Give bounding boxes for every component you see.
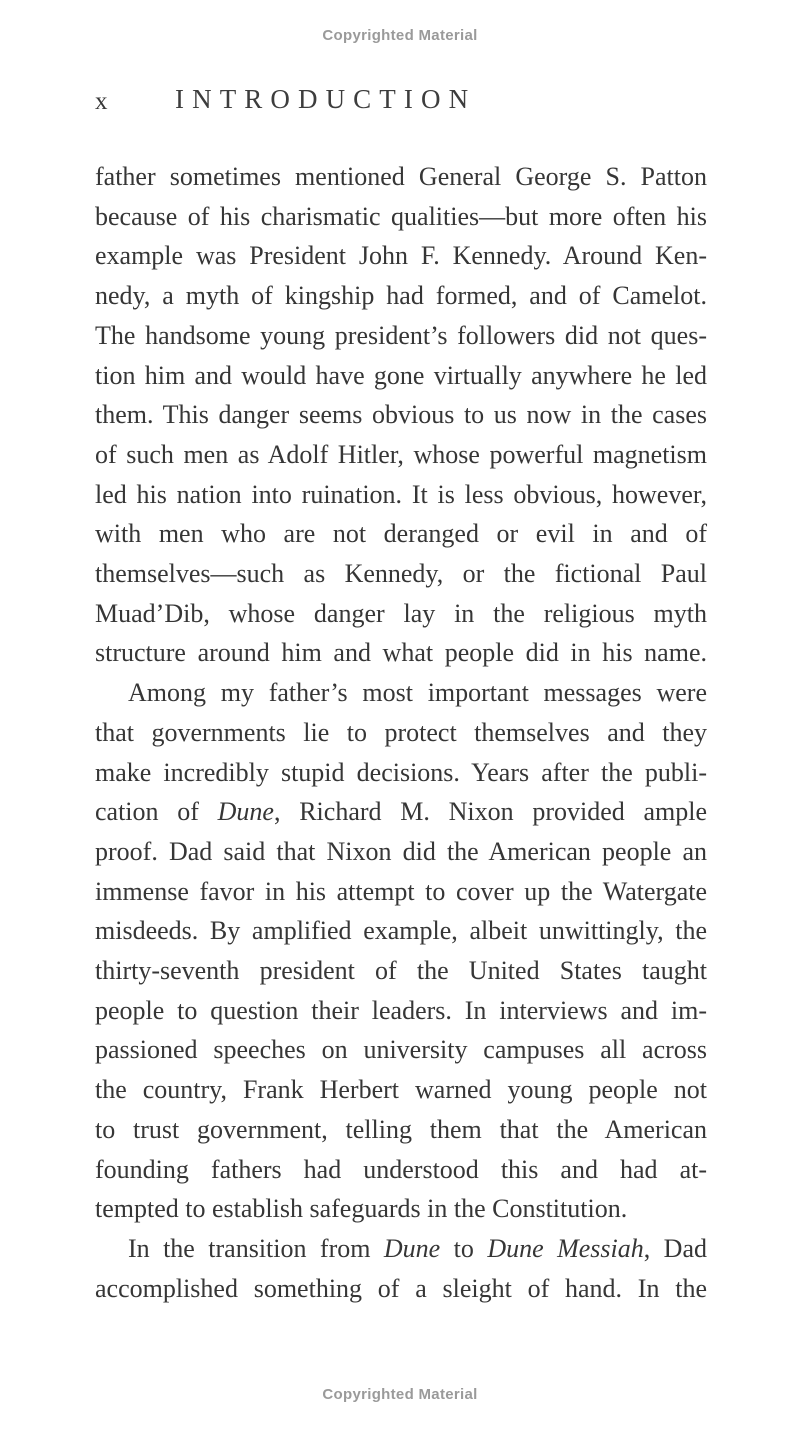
text-line xyxy=(95,197,707,237)
copyright-notice-bottom: Copyrighted Material xyxy=(322,1386,478,1403)
text-segment: proof. Dad said that Nixon did the American people an xyxy=(95,836,707,866)
text-line xyxy=(95,872,707,912)
text-line xyxy=(95,792,707,832)
text-line xyxy=(95,1110,707,1150)
text-line xyxy=(95,356,707,396)
text-segment: with men who are not deranged or evil in and of xyxy=(95,519,707,549)
text-line xyxy=(95,276,707,316)
text-line xyxy=(95,753,707,793)
text-segment: misdeeds. By amplified example, albeit unwittingly, the xyxy=(95,916,707,946)
text-line xyxy=(95,594,707,634)
book-title-italic: Dune xyxy=(383,1233,441,1263)
text-line xyxy=(95,435,707,475)
text-line xyxy=(95,1229,707,1269)
text-line xyxy=(95,1189,707,1229)
text-segment: tempted to establish safeguards in the Constitution. xyxy=(95,1194,628,1224)
book-title-italic: Dune Messiah xyxy=(487,1233,644,1263)
text-line xyxy=(95,673,707,713)
text-segment: themselves—such as Kennedy, or the fictional Paul xyxy=(95,559,707,589)
text-line xyxy=(95,832,707,872)
chapter-title: INTRODUCTION xyxy=(175,84,477,114)
text-segment: of such men as Adolf Hitler, whose powerful magnetism xyxy=(95,439,707,469)
text-line xyxy=(95,633,707,673)
text-segment: nedy, a myth of kingship had formed, and of Camelot. xyxy=(95,281,707,311)
text-segment: people to question their leaders. In interviews and im- xyxy=(95,995,707,1025)
text-segment: to trust government, telling them that the American xyxy=(95,1114,707,1144)
text-line xyxy=(95,554,707,594)
text-segment: structure around him and what people did in his name. xyxy=(95,638,707,668)
text-line xyxy=(95,951,707,991)
text-line xyxy=(95,1030,707,1070)
paragraph xyxy=(95,157,707,673)
body-text xyxy=(95,157,707,1308)
text-segment: , Richard M. Nixon provided ample xyxy=(273,797,708,827)
book-title-italic: Dune xyxy=(217,797,274,827)
text-line xyxy=(95,514,707,554)
text-segment: make incredibly stupid decisions. Years after the publi- xyxy=(95,757,707,787)
text-segment: accomplished something of a sleight of hand. In the xyxy=(95,1273,707,1303)
text-segment: founding fathers had understood this and had at- xyxy=(95,1154,707,1184)
text-segment: because of his charismatic qualities—but more often his xyxy=(95,201,707,231)
text-segment: tion him and would have gone virtually anywhere he led xyxy=(95,360,707,390)
text-line xyxy=(95,157,707,197)
text-segment: the country, Frank Herbert warned young people not xyxy=(95,1075,707,1105)
text-line xyxy=(95,1070,707,1110)
paragraph xyxy=(95,673,707,1229)
text-segment: passioned speeches on university campuses all across xyxy=(95,1035,707,1065)
text-segment: The handsome young president’s followers did not ques- xyxy=(95,320,707,350)
text-segment: example was President John F. Kennedy. Around Ken- xyxy=(95,241,707,271)
text-segment: led his nation into ruination. It is less obvious, however, xyxy=(95,479,707,509)
text-segment: cation of xyxy=(95,797,218,827)
text-line xyxy=(95,991,707,1031)
text-segment: immense favor in his attempt to cover up the Watergate xyxy=(95,876,707,906)
text-line xyxy=(95,475,707,515)
text-segment: father sometimes mentioned General George S. Patton xyxy=(95,162,707,191)
text-line xyxy=(95,236,707,276)
text-segment: to xyxy=(440,1233,488,1263)
text-segment: thirty-seventh president of the United States taught xyxy=(95,956,707,986)
text-line xyxy=(95,911,707,951)
text-segment: Among my father’s most important messages were xyxy=(128,678,707,708)
text-segment: Muad’Dib, whose danger lay in the religious myth xyxy=(95,598,707,628)
text-segment: that governments lie to protect themselves and they xyxy=(95,717,707,747)
text-line xyxy=(95,713,707,753)
text-line xyxy=(95,395,707,435)
page-number: x xyxy=(95,88,108,115)
text-line xyxy=(95,1269,707,1309)
text-line xyxy=(95,316,707,356)
text-segment: , Dad xyxy=(643,1233,707,1263)
text-segment: In the transition from xyxy=(128,1233,384,1263)
text-segment: them. This danger seems obvious to us now in the cases xyxy=(95,400,707,430)
copyright-notice-top: Copyrighted Material xyxy=(322,27,478,44)
text-line xyxy=(95,1150,707,1190)
running-header xyxy=(95,84,706,118)
paragraph xyxy=(95,1229,707,1308)
